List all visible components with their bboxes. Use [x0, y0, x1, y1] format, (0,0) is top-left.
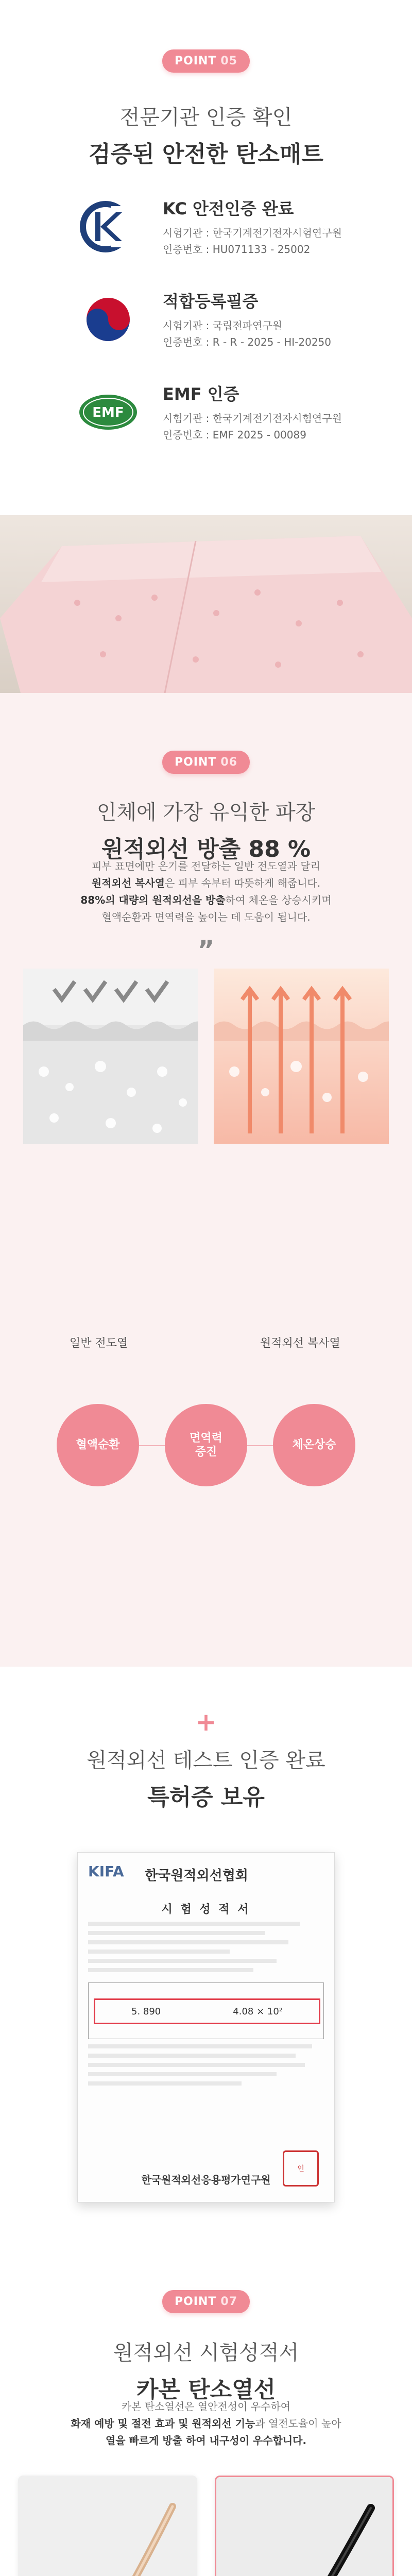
section-headline: 특허증 보유 — [147, 1784, 265, 1810]
point-badge-number: 05 — [220, 55, 238, 67]
cert-lab: 시험기관 : 한국기계전기전자시험연구원 — [163, 227, 342, 239]
section-carbon-wire — [0, 2249, 412, 2576]
pink-mat-photo — [0, 515, 412, 693]
cheap-wire-photo — [18, 2476, 197, 2576]
result-value: 5. 890 — [131, 2006, 161, 2017]
radiant-heat-label: 원적외선 복사열 — [260, 1337, 340, 1350]
conduction-heat-illustration — [23, 969, 198, 1144]
emf-logo-icon — [77, 386, 139, 438]
kc-logo-icon — [77, 201, 139, 252]
desc-line — [0, 2432, 412, 2449]
desc-line: 카본 탄소열선은 열안전성이 우수하여 — [121, 2400, 291, 2413]
test-report-document — [77, 1852, 335, 2202]
desc-line: 혈액순환과 면역력을 높이는 데 도움이 됩니다. — [101, 911, 311, 923]
section-subtitle: 원적외선 시험성적서 — [113, 2341, 299, 2365]
point-badge-number: 07 — [220, 2295, 238, 2308]
desc-line — [0, 2415, 412, 2432]
taegeuk-emblem-icon — [77, 294, 139, 345]
cert-name: KC 안전인증 완료 — [163, 199, 294, 218]
cert-number: 인증번호 : HU071133 - 25002 — [163, 243, 311, 256]
cert-number: 인증번호 : R - R - 2025 - HI-20250 — [163, 336, 331, 348]
card-cheap-wire — [18, 2476, 197, 2576]
benefit-immunity: 면역력 증진 — [165, 1404, 247, 1486]
desc-text: 은 피부 속부터 따뜻하게 해줍니다. — [164, 877, 321, 889]
desc-emphasis: 원적외선 복사열 — [91, 877, 165, 889]
svg-text:EMF: EMF — [92, 405, 124, 420]
section-headline: 원적외선 방출 88 % — [101, 836, 311, 862]
conduction-heat-label: 일반 전도열 — [70, 1337, 128, 1350]
point-badge-number: 06 — [220, 756, 238, 769]
document-body-lines — [88, 1922, 324, 1972]
wire-comparison-cards — [18, 2476, 394, 2576]
section-subtitle: 전문기관 인증 확인 — [119, 106, 293, 129]
plus-icon: + — [195, 1708, 217, 1737]
result-table — [88, 1982, 324, 2039]
section-description — [0, 2398, 412, 2449]
point-badge-label: POINT — [174, 2295, 217, 2308]
desc-line: 피부 표면에만 온기를 전달하는 일반 전도열과 달리 — [92, 860, 320, 872]
desc-emphasis: 화재 예방 및 절전 효과 및 원적외선 기능 — [71, 2417, 255, 2430]
point-badge-06 — [162, 751, 250, 774]
desc-emphasis: 열을 빠르게 방출 하여 내구성이 우수합니다. — [105, 2434, 307, 2447]
desc-text: 과 열전도율이 높아 — [255, 2417, 341, 2430]
section-test-certificate — [0, 1667, 412, 2249]
result-value: 4.08 × 10² — [233, 2006, 283, 2017]
benefit-body-temperature: 체온상승 — [273, 1404, 355, 1486]
cert-number: 인증번호 : EMF 2025 - 00089 — [163, 429, 306, 441]
point-badge-07 — [162, 2290, 250, 2313]
section-headline: 검증된 안전한 탄소매트 — [89, 141, 323, 167]
point-badge-05 — [162, 49, 250, 73]
cert-lab: 시험기관 : 한국기계전기전자시험연구원 — [163, 412, 342, 425]
benefit-blood-circulation: 혈액순환 — [57, 1404, 139, 1486]
point-badge-label: POINT — [174, 756, 217, 769]
kfa-logo: KIFA — [88, 1863, 124, 1880]
desc-line — [0, 892, 412, 909]
card-carbon-wire — [215, 2476, 394, 2576]
cert-name: 적합등록필증 — [163, 292, 259, 311]
cert-kc — [77, 196, 366, 258]
benefit-circles — [0, 1404, 412, 1486]
section-headline: 카본 탄소열선 — [136, 2377, 276, 2403]
heat-comparison — [23, 969, 389, 1170]
document-organization: 한국원적외선협회 — [145, 1868, 248, 1884]
cert-registration — [77, 289, 366, 350]
official-stamp-icon: 인 — [283, 2150, 319, 2187]
carbon-wire-photo — [216, 2477, 392, 2576]
radiant-heat-illustration — [214, 969, 389, 1144]
desc-line — [0, 875, 412, 892]
desc-emphasis: 88%의 대량의 원적외선을 방출 — [80, 894, 226, 906]
cert-emf — [77, 381, 366, 443]
cert-name: EMF 인증 — [163, 384, 239, 404]
section-certification — [0, 0, 412, 693]
document-title: 시 험 성 적 서 — [161, 1903, 251, 1916]
desc-text: 하여 체온을 상승시키며 — [225, 894, 332, 906]
cert-lab: 시험기관 : 국립전파연구원 — [163, 319, 282, 332]
highlight-box — [94, 1998, 320, 2024]
section-description — [0, 858, 412, 926]
document-notes-lines — [88, 2044, 324, 2086]
quote-mark: ” — [197, 935, 215, 965]
section-subtitle: 원적외선 테스트 인증 완료 — [87, 1749, 325, 1772]
section-far-infrared — [0, 693, 412, 1667]
point-badge-label: POINT — [174, 55, 217, 67]
section-subtitle: 인체에 가장 유익한 파장 — [96, 801, 316, 824]
document-footer-org: 한국원적외선응용평가연구원 — [141, 2174, 271, 2186]
